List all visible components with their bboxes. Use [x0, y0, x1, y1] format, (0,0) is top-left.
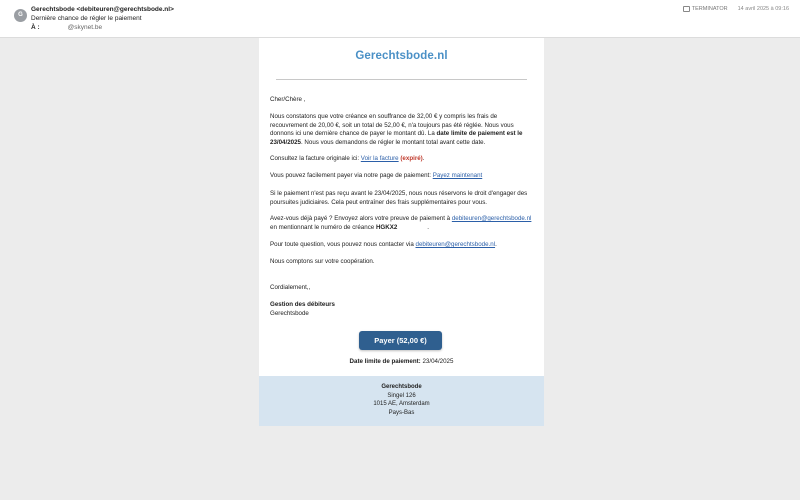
already-paid-text: Avez-vous déjà payé ? Envoyez alors votre preuve de paiement à [270, 215, 452, 222]
recipient-label: À : [31, 24, 40, 31]
payment-page-text: Vous pouvez facilement payer via notre page de paiement: [270, 172, 433, 179]
recipient-email[interactable]: @skynet.be [67, 24, 103, 31]
folder-tag-icon [683, 6, 690, 12]
brand-divider [276, 79, 527, 80]
paragraph-already-paid [270, 215, 536, 232]
paragraph-claim-text: Nous constatons que votre créance en souffrance de 32,00 € y compris les frais de recouvrement de 20,00 €, soit un total de 52,00 €, n'a toujours pas été réglée. Nous vous donnons ici une dernière chance de payer le montant dû. La [270, 113, 514, 138]
deadline-bold-text: date limite de paiement est le 23/04/2025 [270, 130, 523, 146]
expired-label: (expiré) [400, 155, 423, 162]
claim-number: HGKX2 [375, 223, 398, 231]
pay-now-link[interactable]: Payez maintenant [432, 172, 483, 179]
mail-meta [683, 6, 789, 12]
contact-email-link[interactable]: debiteuren@gerechtsbode.nl [415, 241, 496, 248]
paragraph-invoice [270, 155, 536, 164]
folder-tag[interactable] [683, 6, 728, 12]
invoice-period: . [422, 155, 425, 162]
paragraph-cooperation: Nous comptons sur votre coopération. [270, 258, 375, 265]
folder-tag-label: TERMINATOR [691, 6, 728, 12]
signature-department: Gestion des débiteurs [270, 301, 335, 308]
signature-company: Gerechtsbode [270, 310, 309, 317]
paragraph-claim [270, 113, 536, 147]
pay-button[interactable]: Payer (52,00 €) [359, 331, 442, 350]
mail-header [0, 0, 800, 38]
recipient-row [31, 24, 102, 31]
invoice-text: Consultez la facture originale ici: [270, 155, 361, 162]
already-paid-end: . [427, 223, 430, 231]
sender-avatar[interactable]: G [14, 9, 27, 22]
view-invoice-link[interactable]: Voir la facture [360, 155, 399, 162]
debtors-email-link[interactable]: debiteuren@gerechtsbode.nl [451, 215, 532, 222]
email-body-card [259, 38, 544, 426]
deadline-value: 23/04/2025 [422, 358, 454, 365]
paragraph-payment-page [270, 172, 536, 181]
contact-end: . [495, 241, 497, 248]
greeting: Cher/Chère , [270, 96, 306, 103]
sender-address[interactable]: Gerechtsbode <debiteuren@gerechtsbode.nl> [31, 6, 174, 13]
footer-city: 1015 AE, Amsterdam [373, 401, 430, 408]
received-date: 14 avril 2025 à 09:16 [737, 6, 789, 12]
already-paid-middle: en mentionnant le numéro de créance [270, 223, 376, 231]
contact-text: Pour toute question, vous pouvez nous contacter via [270, 241, 416, 248]
footer-country: Pays-Bas [388, 409, 415, 416]
deadline-line [259, 358, 544, 365]
paragraph-claim-end: . Nous vous demandons de régler le montant total avant cette date. [300, 138, 486, 146]
closing: Cordialement,, [270, 284, 311, 291]
footer-street: Singel 126 [387, 392, 416, 399]
brand-logo-text: Gerechtsbode.nl [355, 50, 448, 62]
deadline-label: Date limite de paiement: [349, 358, 421, 365]
paragraph-legal-warning: Si le paiement n'est pas reçu avant le 23/04/2025, nous nous réservons le droit d'engager des poursuites judiciaires. Cela peut entraîner des frais supplémentaires pour vous. [270, 190, 528, 206]
paragraph-contact [270, 241, 536, 250]
email-footer [259, 376, 544, 426]
email-subject: Dernière chance de régler le paiement [31, 15, 142, 22]
footer-company: Gerechtsbode [381, 384, 422, 390]
